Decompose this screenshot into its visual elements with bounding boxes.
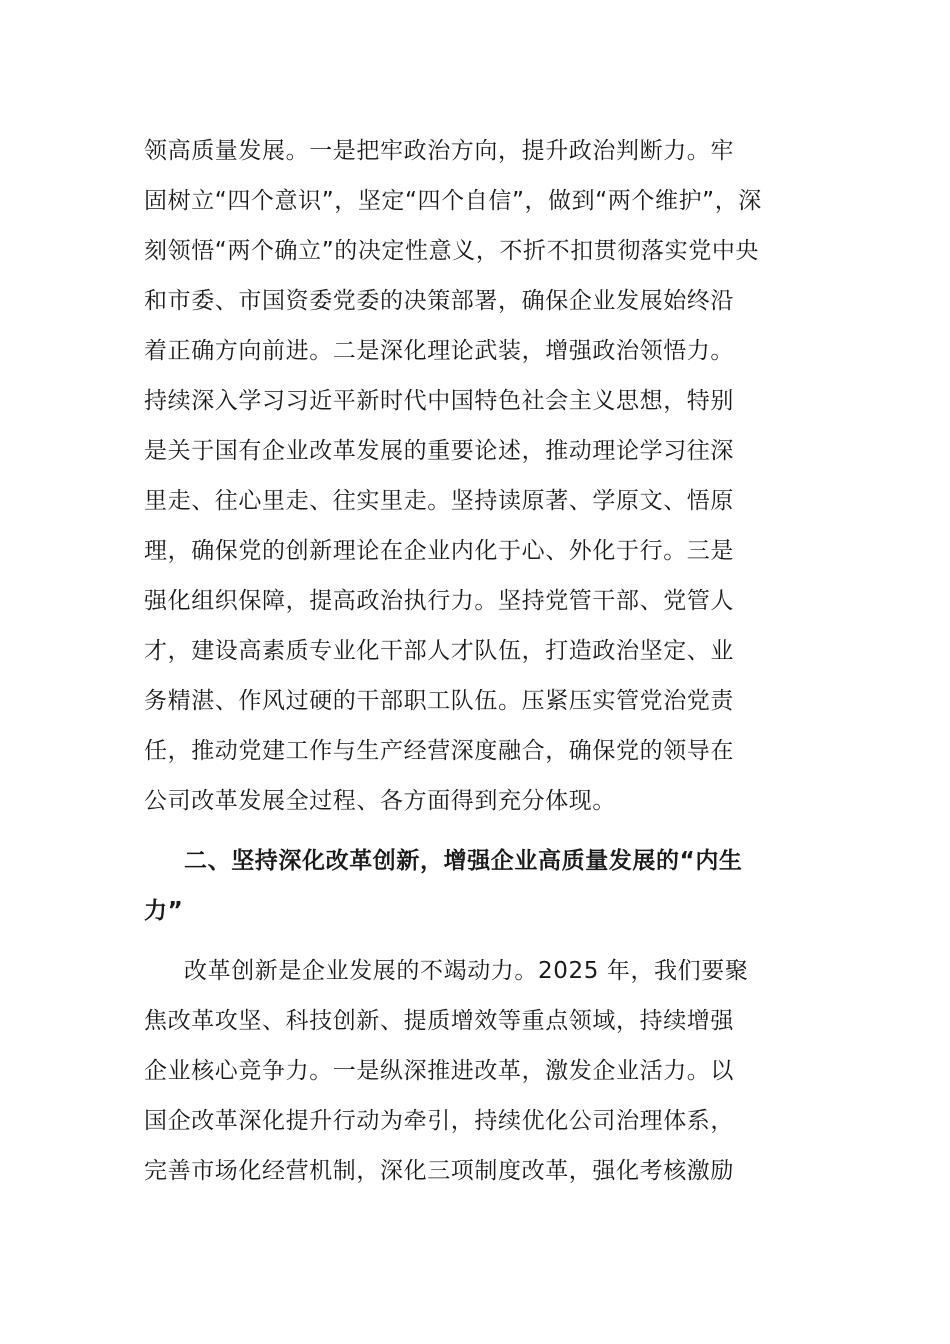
paragraph-line: 企业核心竞争力。一是纵深推进改革，激发企业活力。以 [144, 1058, 734, 1084]
paragraph-line: 任，推动党建工作与生产经营深度融合，确保党的领导在 [144, 738, 734, 764]
paragraph-line: 持续深入学习习近平新时代中国特色社会主义思想，特别 [144, 388, 734, 414]
paragraph-line: 里走、往心里走、往实里走。坚持读原著、学原文、悟原 [144, 488, 734, 514]
paragraph-line: 强化组织保障，提高政治执行力。坚持党管干部、党管人 [144, 588, 734, 614]
body-paragraph-1 [144, 126, 808, 826]
paragraph-line: 着正确方向前进。二是深化理论武装，增强政治领悟力。 [144, 338, 734, 364]
paragraph-line: 和市委、市国资委党委的决策部署，确保企业发展始终沿 [144, 288, 734, 314]
paragraph-line: 才，建设高素质专业化干部人才队伍，打造政治坚定、业 [144, 638, 734, 664]
paragraph-line: 固树立“四个意识”，坚定“四个自信”，做到“两个维护”，深 [144, 188, 762, 214]
heading-line: 力” [144, 898, 184, 924]
paragraph-line: 刻领悟“两个确立”的决定性意义，不折不扣贯彻落实党中央 [144, 238, 760, 264]
paragraph-line: 领高质量发展。一是把牢政治方向，提升政治判断力。牢 [144, 138, 734, 164]
paragraph-line: 公司改革发展全过程、各方面得到充分体现。 [144, 788, 616, 814]
paragraph-line: 改革创新是企业发展的不竭动力。2025 年，我们要聚 [184, 958, 749, 984]
body-paragraph-2 [144, 946, 808, 1196]
paragraph-line: 务精湛、作风过硬的干部职工队伍。压紧压实管党治党责 [144, 688, 734, 714]
paragraph-line: 焦改革攻坚、科技创新、提质增效等重点领域，持续增强 [144, 1008, 734, 1034]
heading-line: 二、坚持深化改革创新，增强企业高质量发展的“内生 [184, 848, 743, 874]
paragraph-line: 是关于国有企业改革发展的重要论述，推动理论学习往深 [144, 438, 734, 464]
paragraph-line: 国企改革深化提升行动为牵引，持续优化公司治理体系， [144, 1108, 734, 1134]
section-heading-2 [144, 836, 808, 936]
paragraph-line: 理，确保党的创新理论在企业内化于心、外化于行。三是 [144, 538, 734, 564]
paragraph-line: 完善市场化经营机制，深化三项制度改革，强化考核激励 [144, 1158, 734, 1184]
